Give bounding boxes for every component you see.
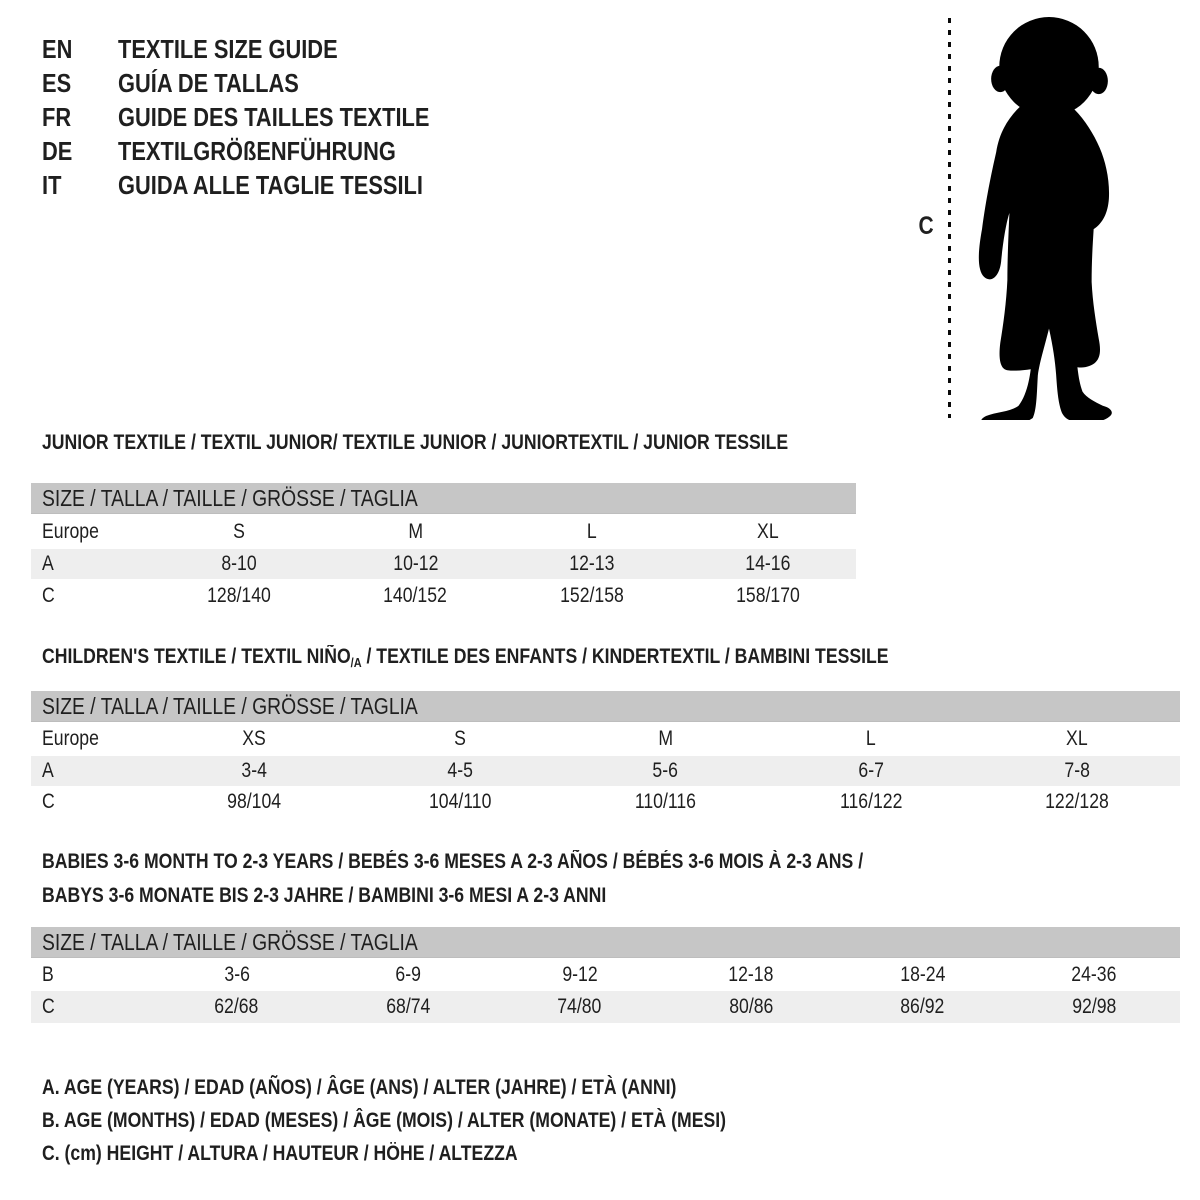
page-title-es: GUÍA DE TALLAS bbox=[118, 67, 299, 98]
cell-value: 152/158 bbox=[559, 583, 624, 607]
size-header-label: SIZE / TALLA / TAILLE / GRÖSSE / TAGLIA bbox=[42, 484, 418, 511]
junior-row-a bbox=[31, 549, 856, 579]
cell-value: 18-24 bbox=[900, 962, 946, 986]
children-title-subscript: /A bbox=[350, 655, 362, 670]
cell-value: 12-18 bbox=[728, 962, 774, 986]
height-measure-line bbox=[947, 18, 952, 418]
babies-section-title-line2: BABYS 3-6 MONATE BIS 2-3 JAHRE / BAMBINI 3-6 MESI A 2-3 ANNI bbox=[42, 884, 607, 907]
cell-value: 62/68 bbox=[214, 995, 259, 1018]
babies-row-c bbox=[31, 991, 1180, 1023]
page-title-it: GUIDA ALLE TAGLIE TESSILI bbox=[118, 169, 423, 200]
children-size-table bbox=[31, 691, 1180, 818]
cell-value: 6-9 bbox=[395, 962, 421, 986]
children-row-a bbox=[31, 756, 1180, 786]
cell-value: 122/128 bbox=[1045, 790, 1109, 813]
junior-section-title: JUNIOR TEXTILE / TEXTIL JUNIOR/ TEXTILE JUNIOR / JUNIORTEXTIL / JUNIOR TESSILE bbox=[42, 431, 789, 454]
size-header-label: SIZE / TALLA / TAILLE / GRÖSSE / TAGLIA bbox=[42, 928, 418, 955]
row-label: C bbox=[42, 995, 55, 1018]
cell-value: 8-10 bbox=[221, 552, 257, 575]
column-header: XL bbox=[757, 519, 779, 543]
children-table-header-band bbox=[31, 691, 1180, 722]
junior-row-c bbox=[31, 579, 856, 612]
cell-value: 3-4 bbox=[241, 759, 267, 782]
column-header: S bbox=[453, 727, 466, 750]
language-code: IT bbox=[42, 169, 62, 200]
toddler-silhouette-figure bbox=[960, 14, 1138, 420]
children-title-suffix: / TEXTILE DES ENFANTS / KINDERTEXTIL / BAMBINI TESSILE bbox=[361, 645, 889, 668]
children-row-c bbox=[31, 786, 1180, 818]
page-title: TEXTILE SIZE GUIDE bbox=[118, 33, 338, 64]
cell-value: 3-6 bbox=[223, 962, 250, 986]
page-title-de: TEXTILGRÖßENFÜHRUNG bbox=[118, 135, 396, 166]
babies-size-table bbox=[31, 927, 1180, 1023]
cell-value: 4-5 bbox=[446, 759, 473, 782]
children-title-prefix: CHILDREN'S TEXTILE / TEXTIL NIÑO bbox=[42, 645, 351, 668]
column-header: XS bbox=[242, 727, 266, 750]
cell-value: 116/122 bbox=[840, 790, 903, 813]
cell-value: 10-12 bbox=[392, 552, 438, 575]
babies-row-b bbox=[31, 958, 1180, 991]
column-header: M bbox=[408, 519, 423, 543]
column-header: XL bbox=[1066, 727, 1088, 750]
cell-value: 74/80 bbox=[557, 995, 602, 1018]
language-code: DE bbox=[42, 135, 73, 166]
junior-size-table bbox=[31, 483, 856, 612]
row-label: A bbox=[42, 759, 54, 782]
cell-value: 86/92 bbox=[900, 995, 945, 1018]
cell-value: 12-13 bbox=[569, 552, 615, 575]
column-header: L bbox=[866, 727, 877, 750]
row-label: C bbox=[42, 583, 55, 607]
language-code: EN bbox=[42, 33, 73, 64]
babies-table-header-band bbox=[31, 927, 1180, 958]
junior-columns-row bbox=[31, 514, 856, 549]
cell-value: 128/140 bbox=[207, 583, 272, 607]
column-header: M bbox=[658, 727, 673, 750]
row-label: C bbox=[42, 790, 55, 813]
language-row-it bbox=[42, 168, 489, 202]
language-row-en bbox=[42, 32, 489, 66]
cell-value: 104/110 bbox=[428, 790, 491, 813]
language-code: FR bbox=[42, 101, 72, 132]
size-header-label: SIZE / TALLA / TAILLE / GRÖSSE / TAGLIA bbox=[42, 692, 418, 719]
language-row-es bbox=[42, 66, 489, 100]
junior-table-header-band bbox=[31, 483, 856, 514]
cell-value: 140/152 bbox=[383, 583, 448, 607]
cell-value: 24-36 bbox=[1071, 962, 1117, 986]
note-height-cm: C. (cm) HEIGHT / ALTURA / HAUTEUR / HÖHE / ALTEZZA bbox=[42, 1141, 518, 1165]
cell-value: 68/74 bbox=[386, 995, 431, 1018]
page-title-fr: GUIDE DES TAILLES TEXTILE bbox=[118, 101, 430, 132]
children-columns-row bbox=[31, 722, 1180, 756]
row-label: B bbox=[42, 962, 54, 986]
height-measure-label: C bbox=[918, 212, 934, 240]
cell-value: 14-16 bbox=[745, 552, 791, 575]
column-header: Europe bbox=[42, 727, 99, 750]
children-section-title bbox=[42, 645, 889, 674]
note-age-months: B. AGE (MONTHS) / EDAD (MESES) / ÂGE (MOIS) / ALTER (MONATE) / ETÀ (MESI) bbox=[42, 1108, 727, 1132]
cell-value: 98/104 bbox=[226, 790, 281, 813]
cell-value: 6-7 bbox=[858, 759, 885, 782]
legend-notes bbox=[42, 1071, 856, 1170]
language-title-list bbox=[42, 32, 489, 202]
language-row-fr bbox=[42, 100, 489, 134]
language-row-de bbox=[42, 134, 489, 168]
language-code: ES bbox=[42, 67, 72, 98]
column-header: S bbox=[233, 519, 246, 543]
column-header: Europe bbox=[42, 519, 99, 543]
babies-section-title-line1: BABIES 3-6 MONTH TO 2-3 YEARS / BEBÉS 3-6 MESES A 2-3 AÑOS / BÉBÉS 3-6 MOIS À 2-3 ANS / bbox=[42, 850, 864, 873]
cell-value: 9-12 bbox=[562, 962, 598, 986]
note-age-years: A. AGE (YEARS) / EDAD (AÑOS) / ÂGE (ANS) / ALTER (JAHRE) / ETÀ (ANNI) bbox=[42, 1075, 677, 1099]
cell-value: 110/116 bbox=[634, 790, 697, 813]
cell-value: 5-6 bbox=[652, 759, 679, 782]
row-label: A bbox=[42, 552, 54, 575]
cell-value: 80/86 bbox=[729, 995, 774, 1018]
cell-value: 7-8 bbox=[1064, 759, 1090, 782]
cell-value: 158/170 bbox=[735, 583, 800, 607]
column-header: L bbox=[586, 519, 597, 543]
cell-value: 92/98 bbox=[1072, 995, 1117, 1018]
